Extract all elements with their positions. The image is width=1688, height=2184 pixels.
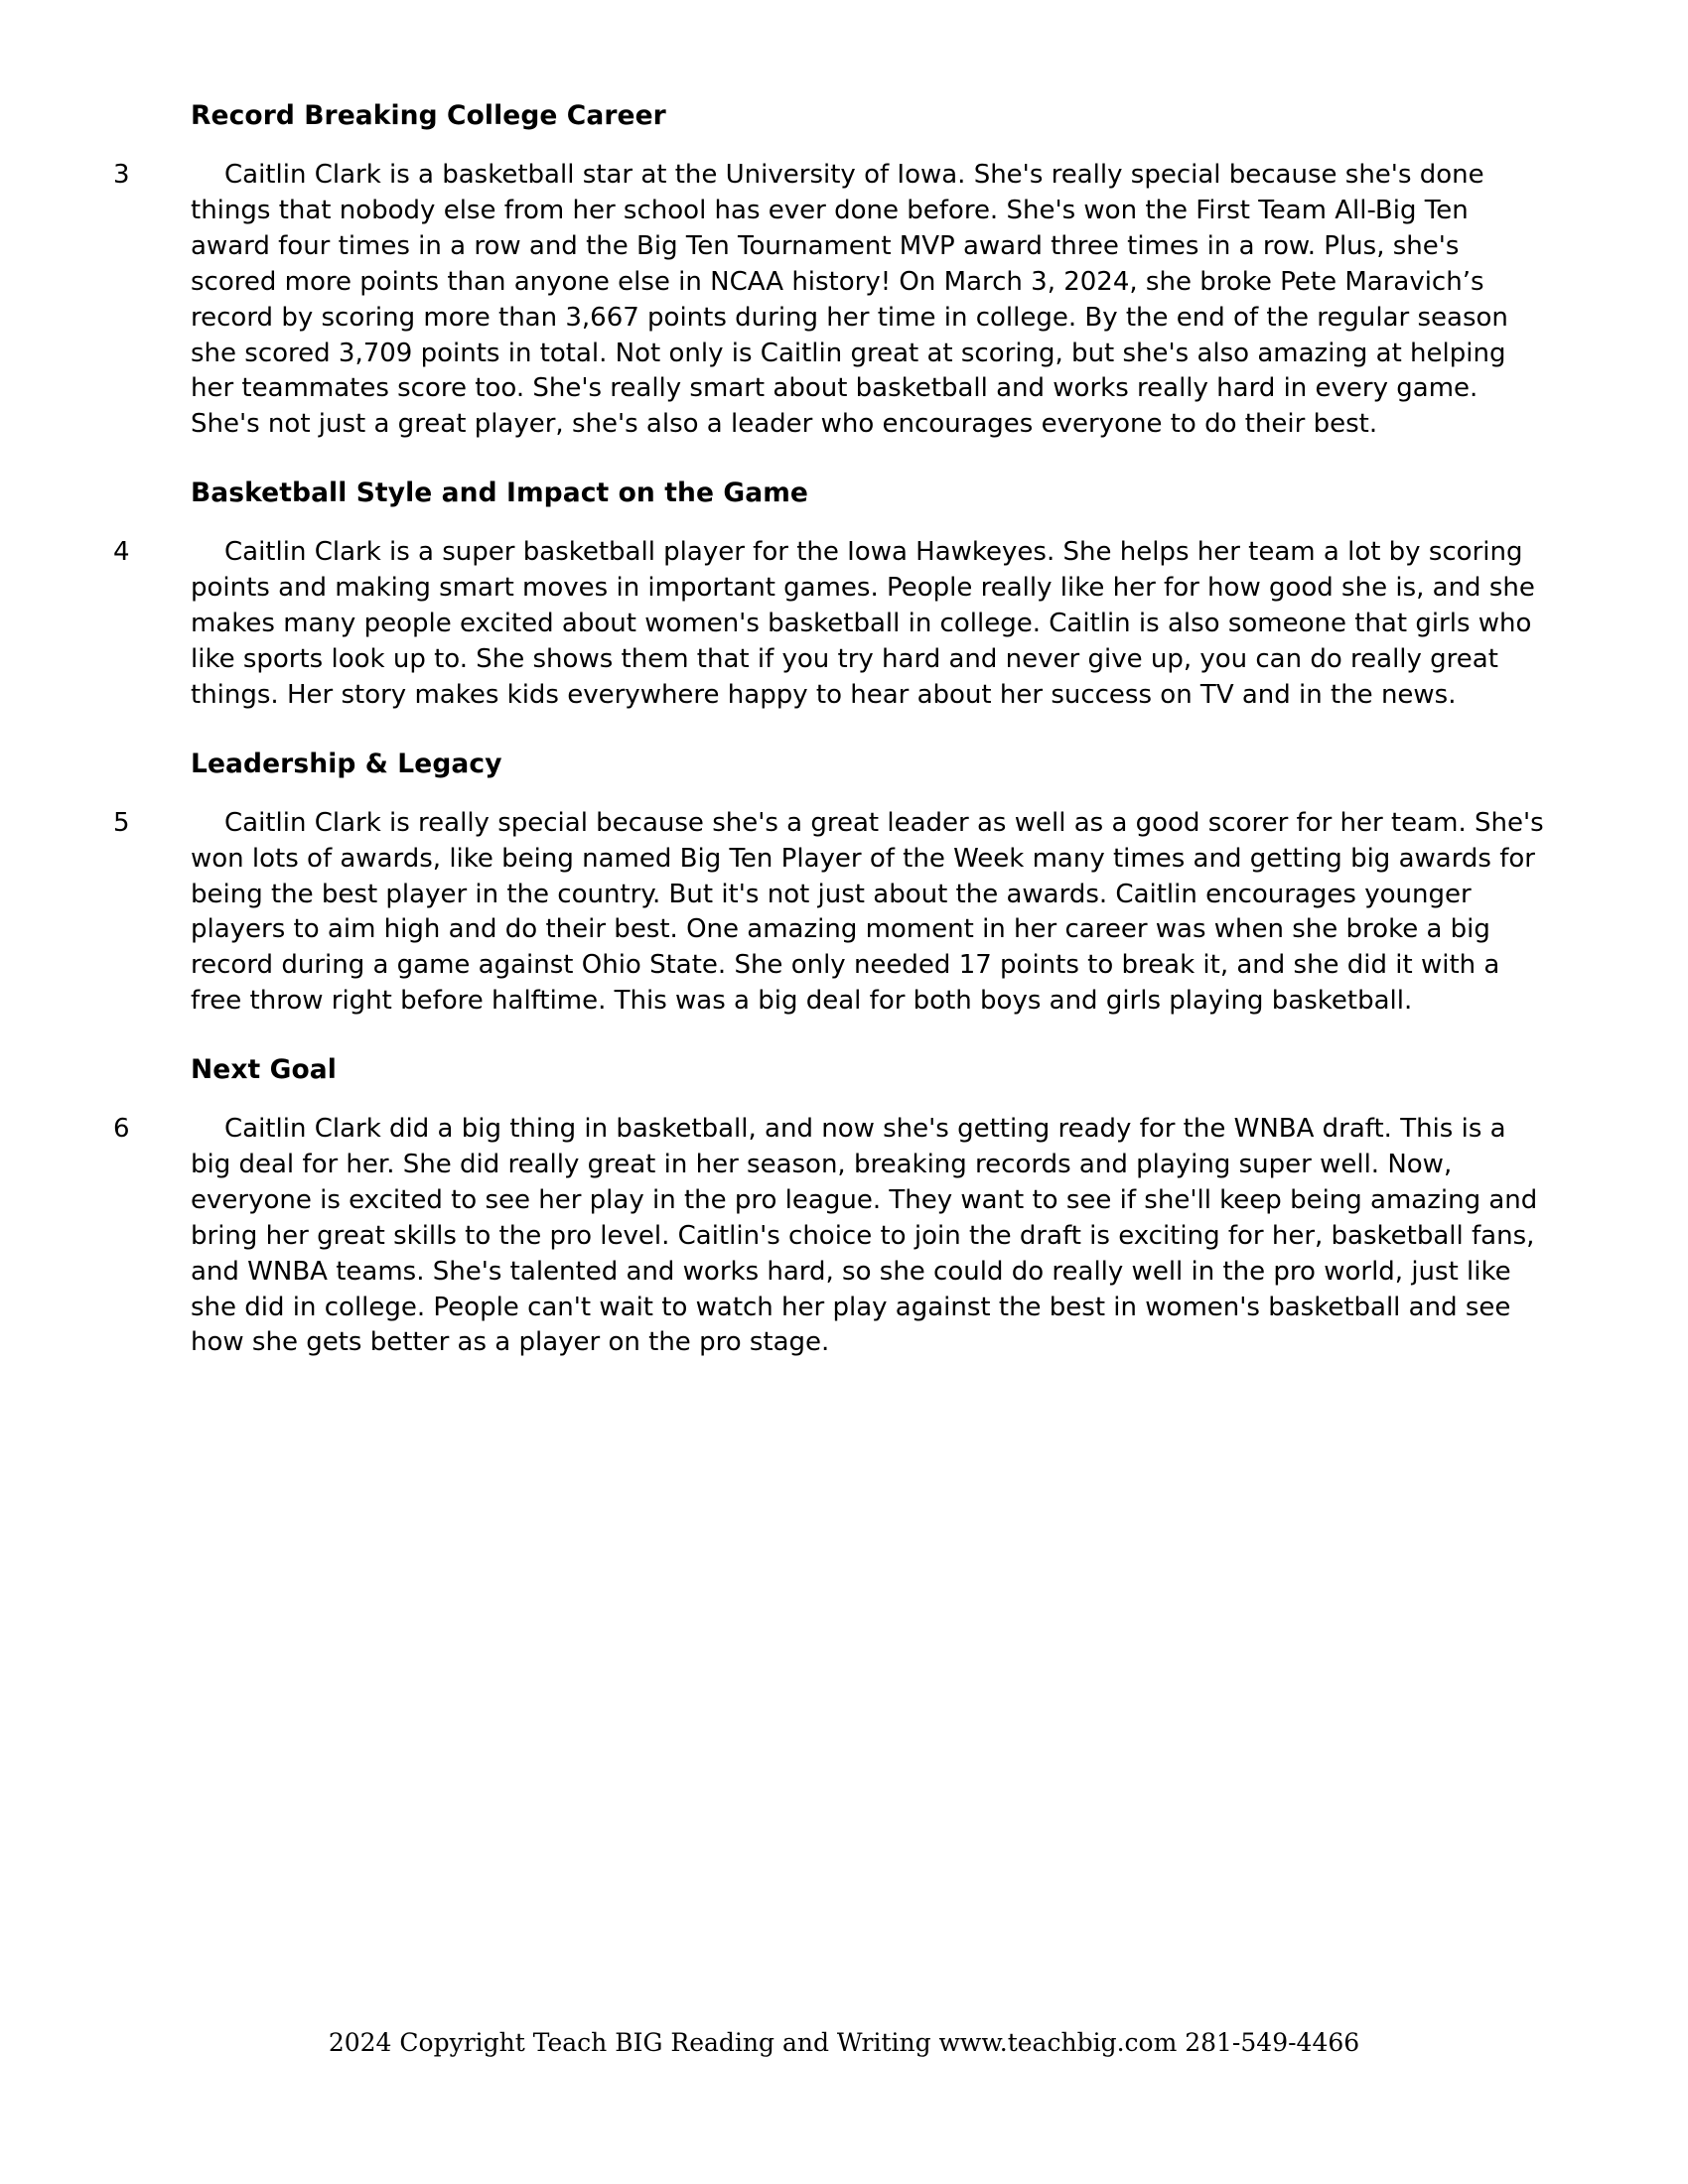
section-gap bbox=[109, 443, 1579, 477]
section-heading-record-breaking-college-career: Record Breaking College Career bbox=[191, 100, 666, 131]
section-heading-next-goal: Next Goal bbox=[191, 1054, 337, 1085]
paragraph-text-5 bbox=[191, 806, 1553, 1020]
section-gap bbox=[109, 714, 1579, 748]
passage-content bbox=[109, 99, 1579, 1361]
paragraph-body-3: Caitlin Clark is a basketball star at the University of Iowa. She's really special because she's done things that nobody else from her school has ever done before. She's won the First Team All-Big Ten award four times in a row and the Big Ten Tournament MVP award three times in a row. Plus, she's scored more points than anyone else in NCAA history! On March 3, 2024, she broke Pete Maravich’s record by scoring more than 3,667 points during her time in college. By the end of the regular season she scored 3,709 points in total. Not only is Caitlin great at scoring, but she's also amazing at helping her teammates score too. She's really smart about basketball and works really hard in every game. She's not just a great player, she's also a leader who encourages everyone to do their best. bbox=[191, 160, 1517, 440]
paragraph-text-6 bbox=[191, 1112, 1553, 1361]
paragraph-block-6 bbox=[109, 1112, 1579, 1361]
paragraph-body-6: Caitlin Clark did a big thing in basketball, and now she's getting ready for the WNBA draft. This is a big deal for her. She did really great in her season, breaking records and playing super well. Now, everyone is excited to see her play in the pro league. They want to see if she'll keep being amazing and bring her great skills to the pro level. Caitlin's choice to join the draft is exciting for her, basketball fans, and WNBA teams. She's talented and works hard, so she could do really well in the pro world, just like she did in college. People can't wait to watch her play against the best in women's basketball and see how she gets better as a player on the pro stage. bbox=[191, 1114, 1546, 1358]
paragraph-number-3: 3 bbox=[113, 160, 130, 191]
paragraph-body-4: Caitlin Clark is a super basketball player for the Iowa Hawkeyes. She helps her team a lot by scoring points and making smart moves in important games. People really like her for how good she is, and she makes many people excited about women's basketball in college. Caitlin is also someone that girls who like sports look up to. She shows them that if you try hard and never give up, you can do really great things. Her story makes kids everywhere happy to hear about her success on TV and in the news. bbox=[191, 537, 1544, 710]
paragraph-text-3 bbox=[191, 158, 1553, 443]
paragraph-body-5: Caitlin Clark is really special because she's a great leader as well as a good scorer for her team. She's won lots of awards, like being named Big Ten Player of the Week many times and getting big awards for being the best player in the country. But it's not just about the awards. Caitlin encourages younger players to aim high and do their best. One amazing moment in her career was when she broke a big record during a game against Ohio State. She only needed 17 points to break it, and she did it with a free throw right before halftime. This was a big deal for both boys and girls playing basketball. bbox=[191, 807, 1552, 1017]
section-heading-leadership-and-legacy: Leadership & Legacy bbox=[191, 748, 502, 779]
section-heading-basketball-style-and-impact: Basketball Style and Impact on the Game bbox=[191, 478, 808, 509]
paragraph-number-5: 5 bbox=[113, 807, 130, 838]
paragraph-text-4 bbox=[191, 535, 1553, 713]
section-gap bbox=[109, 1020, 1579, 1053]
paragraph-number-4: 4 bbox=[113, 537, 130, 568]
page-footer: 2024 Copyright Teach BIG Reading and Writing www.teachbig.com 281-549-4466 bbox=[328, 2028, 1360, 2057]
paragraph-number-6: 6 bbox=[113, 1114, 130, 1145]
paragraph-block-3 bbox=[109, 158, 1579, 443]
paragraph-block-4 bbox=[109, 535, 1579, 713]
paragraph-block-5 bbox=[109, 806, 1579, 1020]
